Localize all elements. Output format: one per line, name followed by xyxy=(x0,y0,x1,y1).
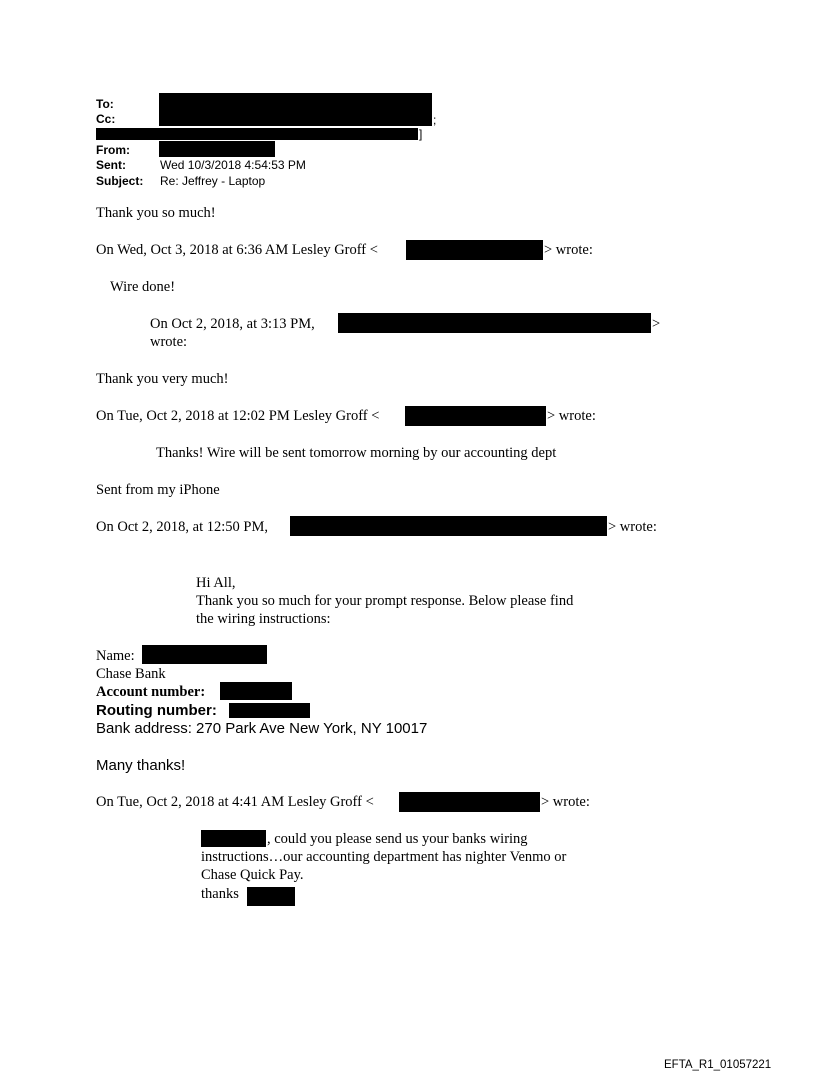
name-label: Name: xyxy=(96,648,135,664)
name-redaction xyxy=(142,645,267,664)
prompt-line-1: Thank you so much for your prompt response. Below please find xyxy=(196,593,574,609)
quote-header-2: On Oct 2, 2018, at 3:13 PM, xyxy=(150,316,315,332)
document-id: EFTA_R1_01057221 xyxy=(664,1059,772,1071)
sent-value: Wed 10/3/2018 4:54:53 PM xyxy=(160,158,306,172)
account-redaction xyxy=(220,682,292,700)
prompt-line-2: the wiring instructions: xyxy=(196,611,331,627)
quote-header-1-tail: > wrote: xyxy=(544,242,593,258)
thanks-line: Thank you so much! xyxy=(96,205,216,221)
to-redaction xyxy=(159,93,432,112)
from-redaction xyxy=(159,141,275,157)
cc-redaction xyxy=(159,112,432,126)
thanks-very-much-line: Thank you very much! xyxy=(96,371,229,387)
bank-name: Chase Bank xyxy=(96,666,166,682)
greeting-line: Hi All, xyxy=(196,575,236,591)
wire-message: Thanks! Wire will be sent tomorrow morning by our accounting dept xyxy=(156,445,557,461)
email-redaction-1 xyxy=(406,240,543,260)
email-redaction-5 xyxy=(399,792,540,812)
quote-header-2-tail: > xyxy=(652,316,661,332)
bcc-redaction xyxy=(96,128,418,140)
quote-header-4: On Oct 2, 2018, at 12:50 PM, xyxy=(96,519,268,535)
quote-header-3: On Tue, Oct 2, 2018 at 12:02 PM Lesley Groff < xyxy=(96,408,380,424)
request-line-2: instructions…our accounting department has nighter Venmo or xyxy=(201,849,567,865)
to-label: To: xyxy=(96,97,114,111)
routing-label: Routing number: xyxy=(96,702,217,719)
quote-header-1: On Wed, Oct 3, 2018 at 6:36 AM Lesley Groff < xyxy=(96,242,378,258)
recipient-redaction xyxy=(201,830,266,847)
quote-header-5: On Tue, Oct 2, 2018 at 4:41 AM Lesley Groff < xyxy=(96,794,374,810)
quote-header-5-tail: > wrote: xyxy=(541,794,590,810)
bcc-bracket: ] xyxy=(419,127,423,141)
cc-separator: ; xyxy=(433,113,437,127)
cc-label: Cc: xyxy=(96,112,116,126)
many-thanks-line: Many thanks! xyxy=(96,757,186,774)
sent-from-line: Sent from my iPhone xyxy=(96,482,220,498)
bank-address: Bank address: 270 Park Ave New York, NY 10017 xyxy=(96,720,428,737)
email-redaction-3 xyxy=(405,406,546,426)
wire-done-line: Wire done! xyxy=(110,279,176,295)
request-line-4: thanks xyxy=(201,886,239,902)
request-line-1: , could you please send us your banks wiring xyxy=(267,831,528,847)
subject-label: Subject: xyxy=(96,174,144,188)
routing-redaction xyxy=(229,703,310,718)
from-label: From: xyxy=(96,143,130,157)
quote-header-4-tail: > wrote: xyxy=(608,519,657,535)
email-redaction-2 xyxy=(338,313,651,333)
request-line-3: Chase Quick Pay. xyxy=(201,867,304,883)
email-redaction-4 xyxy=(290,516,607,536)
quote-header-3-tail: > wrote: xyxy=(547,408,596,424)
account-label: Account number: xyxy=(96,684,206,700)
sent-label: Sent: xyxy=(96,158,126,172)
signature-redaction xyxy=(247,887,295,906)
quote-header-2-wrote: wrote: xyxy=(150,334,188,350)
subject-value: Re: Jeffrey - Laptop xyxy=(160,174,266,188)
